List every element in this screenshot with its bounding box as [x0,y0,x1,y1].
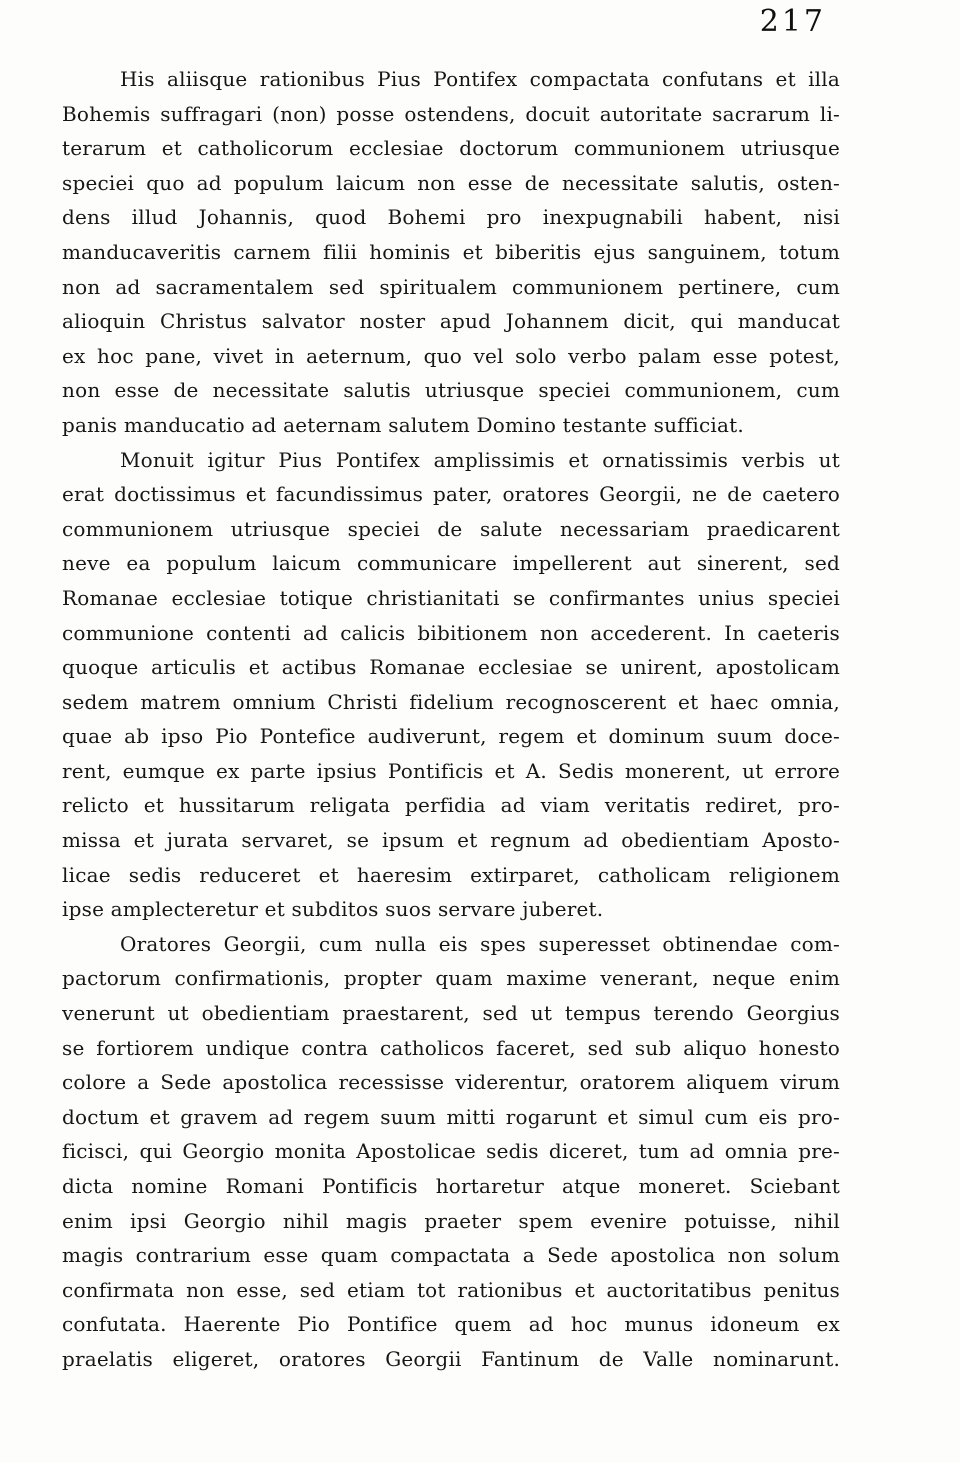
text-line: panis manducatio ad aeternam salutem Domino testante sufficiat. [62,412,744,437]
text-line: licae sedis reduceret et haeresim extirparet, catholicam religionem [62,862,840,887]
text-line: rent, eumque ex parte ipsius Pontificis et A. Sedis monerent, ut errore [62,758,840,783]
text-line: neve ea populum laicum communicare impellerent aut sinerent, sed [62,551,840,576]
text-line: His aliisque rationibus Pius Pontifex compactata confutans et illa [120,67,840,91]
text-line: venerunt ut obedientiam praestarent, sed ut tempus terendo Georgius [62,1001,840,1026]
text-line: ficisci, qui Georgio monita Apostolicae sedis diceret, tum ad omnia pre- [62,1139,840,1164]
text-line: Monuit igitur Pius Pontifex amplissimis et ornatissimis verbis ut [120,447,840,472]
text-line: praelatis eligeret, oratores Georgii Fantinum de Valle nominarunt. [62,1346,840,1371]
text-line: magis contrarium esse quam compactata a Sede apostolica non solum [62,1243,840,1268]
text-line: speciei quo ad populum laicum non esse de necessitate salutis, osten- [62,170,840,195]
text-line: communione contenti ad calicis bibitionem non accederent. In caeteris [62,620,840,645]
text-line: quoque articulis et actibus Romanae ecclesiae se unirent, apostolicam [62,655,840,680]
text-line: Romanae ecclesiae totique christianitati se confirmantes unius speciei [62,585,840,610]
text-line: non esse de necessitate salutis utriusque speciei communionem, cum [62,378,840,403]
text-line: communionem utriusque speciei de salute necessariam praedicarent [62,516,840,541]
text-line: ipse amplecteretur et subditos suos servare juberet. [62,897,604,922]
page-number: 217 [759,4,826,39]
body-text [62,62,840,1377]
text-line: confirmata non esse, sed etiam tot rationibus et auctoritatibus penitus [62,1277,840,1302]
text-line: quae ab ipso Pio Pontefice audiverunt, regem et dominum suum doce- [62,724,840,749]
text-line: pactorum confirmationis, propter quam maxime venerant, neque enim [62,966,840,991]
text-line: ex hoc pane, vivet in aeternum, quo vel solo verbo palam esse potest, [62,343,840,368]
text-line: dens illud Johannis, quod Bohemi pro inexpugnabili habent, nisi [62,205,840,230]
text-line: enim ipsi Georgio nihil magis praeter spem evenire potuisse, nihil [62,1208,840,1233]
text-line: Bohemis suffragari (non) posse ostendens, docuit autoritate sacrarum li- [62,101,840,126]
text-line: missa et jurata servaret, se ipsum et regnum ad obedientiam Aposto- [62,828,840,853]
text-line: alioquin Christus salvator noster apud Johannem dicit, qui manducat [62,309,840,334]
text-line: colore a Sede apostolica recessisse viderentur, oratorem aliquem virum [62,1070,840,1095]
text-line: sedem matrem omnium Christi fidelium recognoscerent et haec omnia, [62,689,840,714]
text-line: relicto et hussitarum religata perfidia ad viam veritatis rediret, pro- [62,793,840,818]
text-line: se fortiorem undique contra catholicos faceret, sed sub aliquo honesto [62,1035,840,1060]
text-line: confutata. Haerente Pio Pontifice quem ad hoc munus idoneum ex [62,1312,840,1337]
text-line: terarum et catholicorum ecclesiae doctorum communionem utriusque [62,136,840,161]
text-line: non ad sacramentalem sed spiritualem communionem pertinere, cum [62,274,840,299]
text-line: doctum et gravem ad regem suum mitti rogarunt et simul cum eis pro- [62,1104,840,1129]
text-line: manducaveritis carnem filii hominis et biberitis ejus sanguinem, totum [62,239,840,264]
text-line: erat doctissimus et facundissimus pater, oratores Georgii, ne de caetero [62,482,840,507]
text-line: Oratores Georgii, cum nulla eis spes superesset obtinendae com- [120,931,840,956]
text-line: dicta nomine Romani Pontificis hortaretur atque moneret. Sciebant [62,1174,840,1198]
